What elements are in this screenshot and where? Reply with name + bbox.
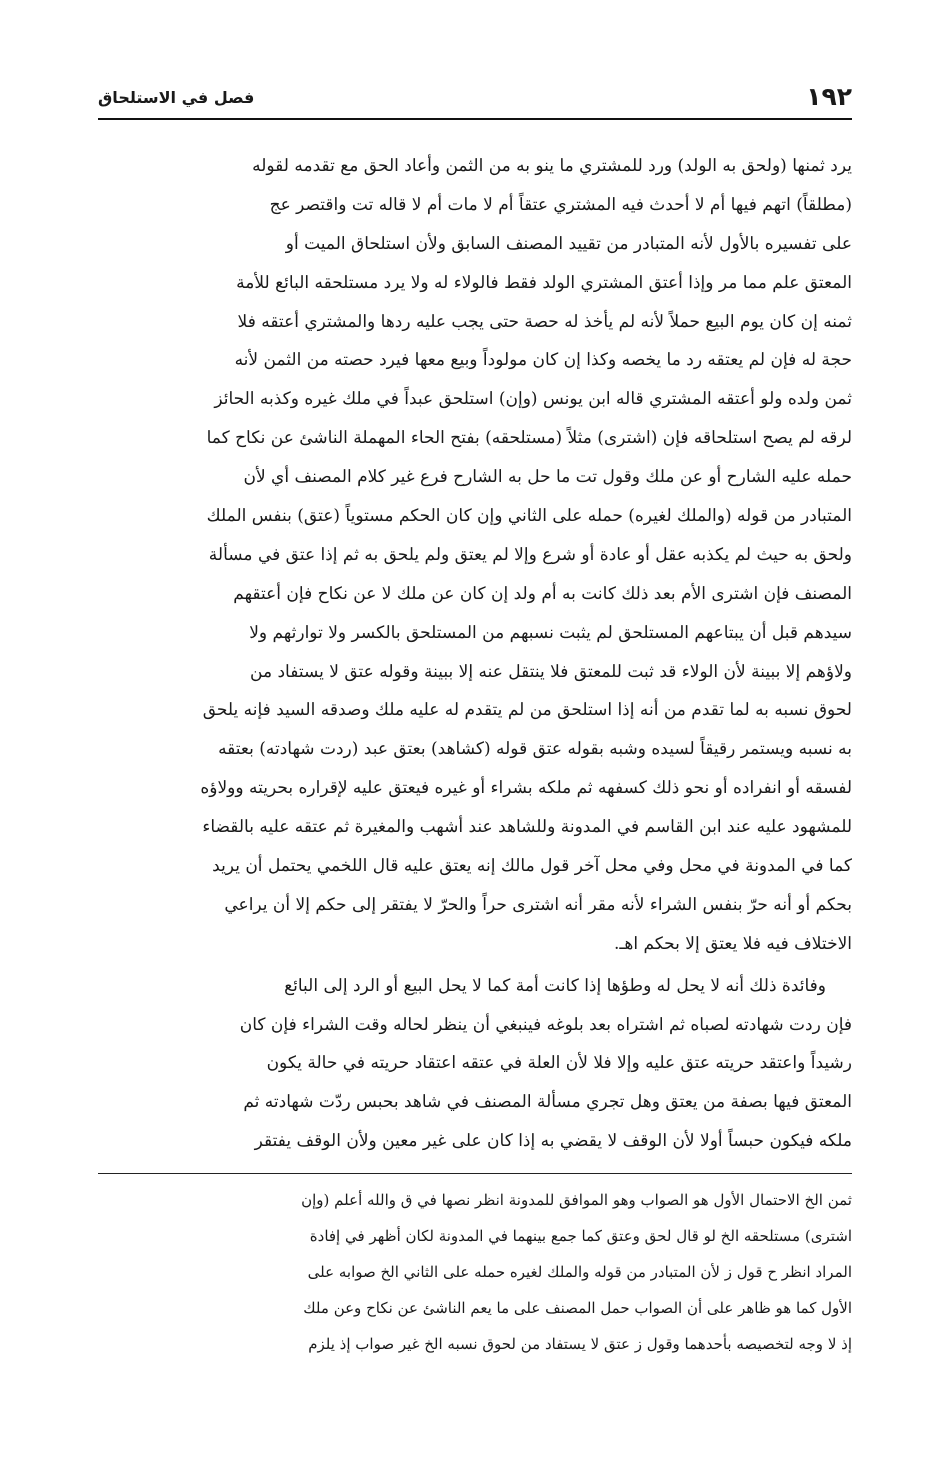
- text-line: فإن ردت شهادته لصباه ثم اشتراه بعد بلوغه فينبغي أن ينظر لحاله وقت الشراء فإن كان: [239, 1014, 852, 1035]
- text-line: وفائدة ذلك أنه لا يحل له وطؤها إذا كانت أمة كما لا يحل البيع أو الرد إلى البائع: [284, 975, 826, 996]
- text-line: ولحق به حيث لم يكذبه عقل أو عادة أو شرع وإلا لم يعتق ولم يلحق به ثم إذا عتق في مسألة: [208, 544, 852, 565]
- paragraph-1: [98, 147, 852, 964]
- page-number: ١٩٢: [806, 82, 852, 111]
- text-line: الاختلاف فيه فلا يعتق إلا بحكم اهـ.: [613, 933, 852, 954]
- text-line: المعتق فيها بصفة من يعتق وهل تجري مسألة المصنف في شاهد بحبس ردّت شهادته ثم: [243, 1092, 852, 1113]
- paragraph-2: [98, 967, 852, 1161]
- main-text: [98, 147, 852, 1161]
- text-line: (مطلقاً) اتهم فيها أم لا أحدث فيه المشتري عتقاً أم لا مات أم لا قاله تت واقتصر عج: [269, 194, 852, 215]
- text-line: رشيداً واعتقد حريته عتق عليه وإلا فلا لأن العلة في عتقه اعتقاد حريته في حالة يكون: [266, 1053, 852, 1074]
- text-line: حمله عليه الشارح أو عن ملك وقول تت ما حل به الشارح فرع غير كلام المصنف أي لأن: [243, 467, 852, 488]
- text-line: كما في المدونة في محل وفي محل آخر قول مالك إنه يعتق عليه قال اللخمي يحتمل أن يريد: [212, 856, 852, 877]
- footnote-rule: [98, 1173, 852, 1174]
- text-line: سيدهم قبل أن يبتاعهم المستلحق لم يثبت نسبهم من المستلحق بالكسر ولا توارثهم ولا: [249, 622, 852, 643]
- text-line: على تفسيره بالأول لأنه المتبادر من تقييد المصنف السابق ولأن استلحاق الميت أو: [285, 233, 852, 254]
- page-header: [98, 82, 852, 118]
- footnote-line: اشترى) مستلحقه الخ لو قال لحق وعتق كما جمع بينهما في المدونة لكان أظهر في إفادة: [309, 1227, 852, 1245]
- text-line: ملكه فيكون حبساً أولا لأن الوقف لا يقضي به إذا كان على غير معين ولأن الوقف يفتقر: [254, 1131, 852, 1152]
- text-line: لحوق نسبه به لما تقدم من أنه إذا استلحق من لم يتقدم له عليه ملك وصدقه السيد فإنه يلحق: [202, 700, 852, 721]
- running-title: فصل في الاستلحاق: [98, 88, 255, 107]
- header-rule: [98, 118, 852, 120]
- text-line: المعتق علم مما مر وإذا أعتق المشتري الولد فقط فالولاء له ولا يرد مستلحقه البائع للأمة: [236, 272, 852, 293]
- text-line: ثمن ولده ولو أعتقه المشتري قاله ابن يونس (وإن) استلحق عبداً في ملك غيره وكذبه الحائز: [214, 389, 852, 410]
- text-line: بحكم أو أنه حرّ بنفس الشراء لأنه مقر أنه اشترى حراً والحرّ لا يفتقر إلى حكم إلا أن يراعي: [224, 894, 852, 915]
- footnote-line: ثمن الخ الاحتمال الأول هو الصواب وهو الموافق للمدونة انظر نصها في ق والله أعلم (وإن: [301, 1191, 852, 1209]
- text-line: يرد ثمنها (ولحق به الولد) ورد للمشتري ما ينو به من الثمن وأعاد الحق مع تقدمه لقوله: [252, 156, 852, 176]
- text-line: المتبادر من قوله (والملك لغيره) حمله على الثاني وإن كان الحكم مستوياً (عتق) بنفس الملك: [206, 506, 852, 527]
- footnote-line: إذ لا وجه لتخصيصه بأحدهما وقول ز عتق لا يستفاد من لحوق نسبه الخ غير صواب إذ يلزم: [308, 1335, 852, 1353]
- footnote-line: الأول كما هو ظاهر على أن الصواب حمل المصنف على ما يعم الناشئ عن نكاح وعن ملك: [303, 1299, 852, 1317]
- text-line: المصنف فإن اشترى الأم بعد ذلك كانت به أم ولد إن كان عن ملك لا عن نكاح فإن أعتقهم: [233, 583, 852, 604]
- text-line: ولاؤهم إلا ببينة لأن الولاء قد ثبت للمعتق فلا ينتقل عنه إلا ببينة وقوله عتق لا يستفاد من: [250, 661, 852, 682]
- text-line: للمشهود عليه عند ابن القاسم في المدونة وللشاهد عند أشهب والمغيرة ثم عتقه عليه بالقضاء: [202, 817, 852, 838]
- footnote-line: المراد انظر ح قول ز لأن المتبادر من قوله والملك لغيره حمله على الثاني الخ صوابه على: [307, 1263, 852, 1281]
- text-line: به نسبه ويستمر رقيقاً لسيده وشبه بقوله عتق قوله (كشاهد) بعتق عبد (ردت شهادته) بعتقه: [218, 739, 852, 760]
- text-line: لرقه لم يصح استلحاقه فإن (اشترى) مثلاً (مستلحقه) بفتح الحاء المهملة الناشئ عن نكاح كما: [206, 428, 852, 449]
- text-line: لفسقه أو انفراده أو نحو ذلك كسفهه ثم ملكه بشراء أو غيره فيعتق عليه لإقراره بحريته وولاؤه: [200, 778, 852, 799]
- footnotes: [98, 1182, 852, 1362]
- text-line: حجة له فإن لم يعتقه رد ما يخصه وكذا إن كان مولوداً وبيع معها فيرد حصته من الثمن لأنه: [234, 350, 852, 371]
- text-line: ثمنه إن كان يوم البيع حملاً لأنه لم يأخذ له حصة حتى يجب عليه ردها والمشتري أعتقه فلا: [237, 311, 852, 332]
